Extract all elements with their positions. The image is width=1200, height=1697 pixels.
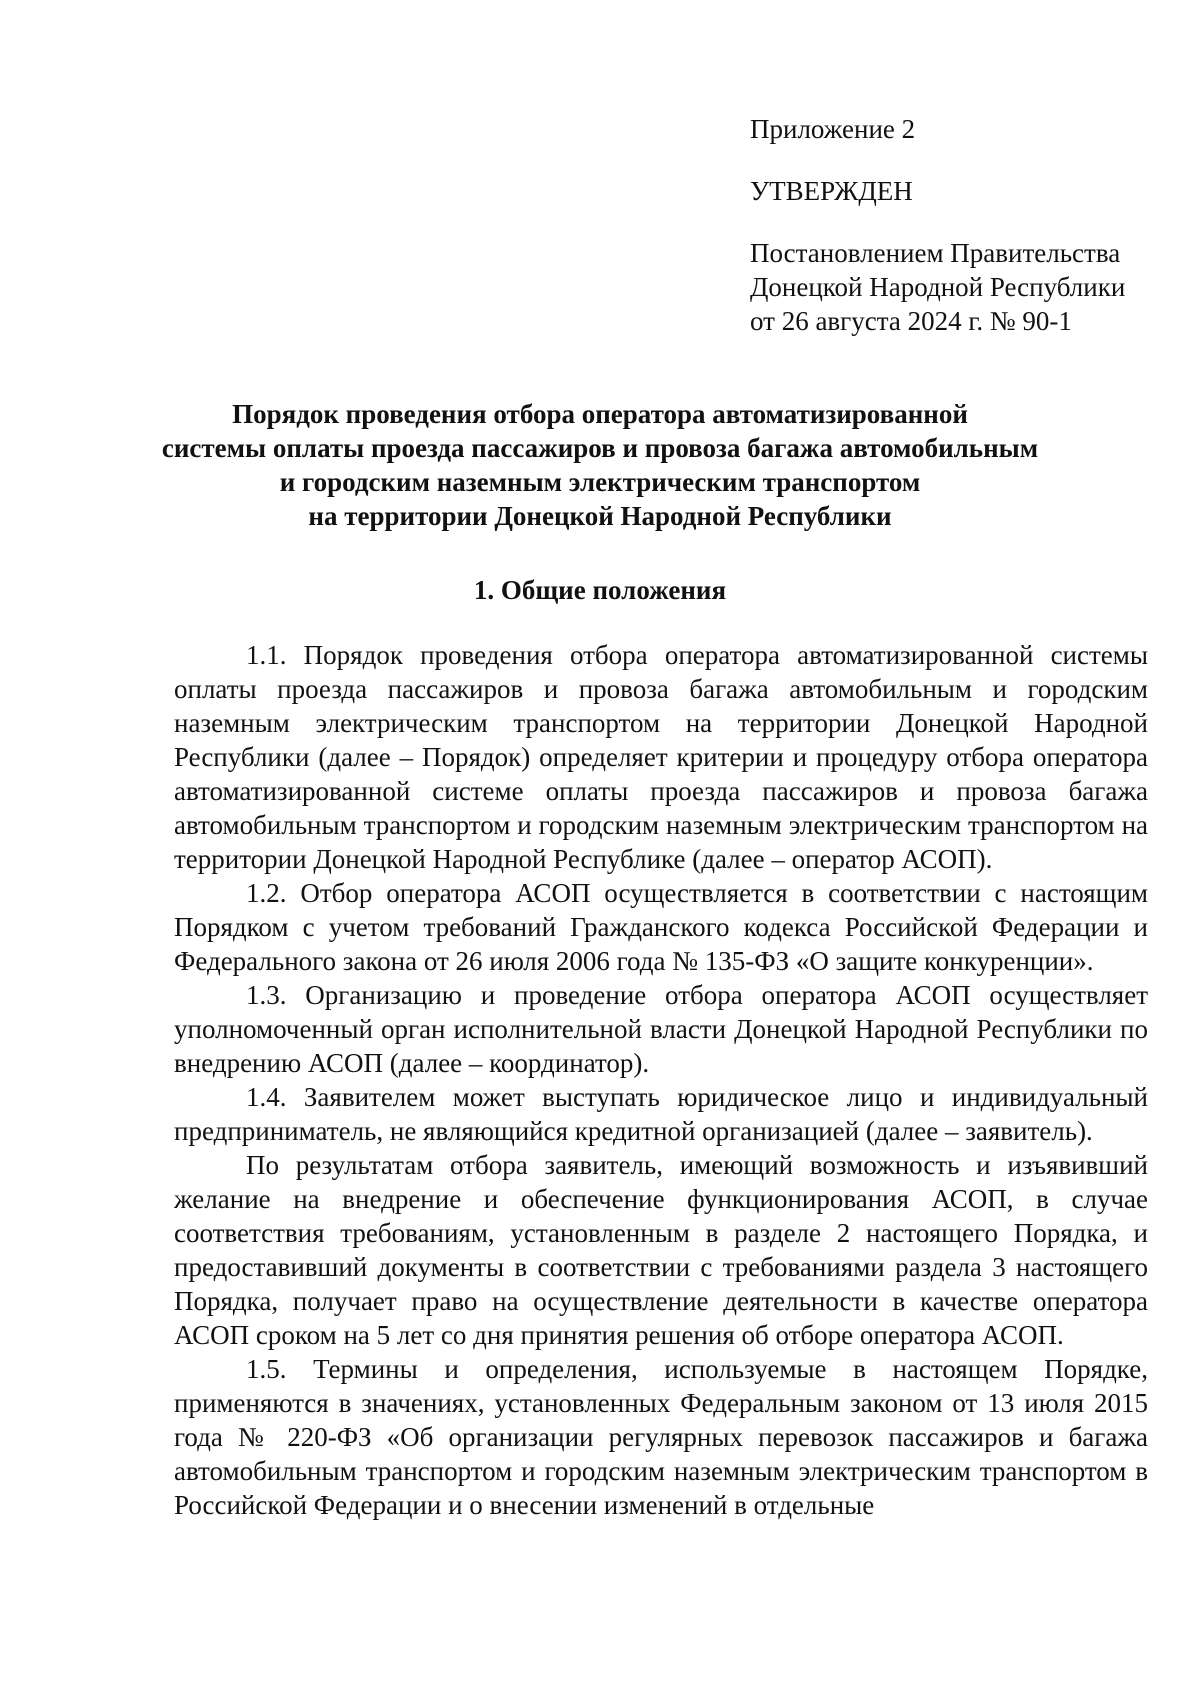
title-line: системы оплаты проезда пассажиров и провоза багажа автомобильным <box>161 433 1039 463</box>
appendix-label: Приложение 2 <box>750 114 916 144</box>
document-title <box>130 397 1070 533</box>
title-line: и городским наземным электрическим транспортом <box>279 467 921 497</box>
decree-reference <box>750 236 1170 338</box>
approved-stamp-text: УТВЕРЖДЕН <box>750 176 913 206</box>
title-line: Порядок проведения отбора оператора автоматизированной <box>232 399 968 429</box>
decree-line: Донецкой Народной Республики <box>750 272 1126 302</box>
paragraph: 1.5. Термины и определения, используемые в настоящем Порядке, применяются в значениях, установленных Федеральным законом от 13 июля 2015 года № 220-ФЗ «Об организации регулярных перевозок пассажиров и багажа автомобильным транспортом и городским наземным электрическим транспортом в Российской Федерации и о внесении изменений в отдельные <box>174 1354 1148 1520</box>
document-body <box>174 638 1148 1522</box>
paragraph: 1.1. Порядок проведения отбора оператора автоматизированной системы оплаты проезда пассажиров и провоза багажа автомобильным и городским наземным электрическим транспортом на территории Донецкой Народной Республики (далее – Порядок) определяет критерии и процедуру отбора оператора автоматизированной системе оплаты проезда пассажиров и провоза багажа автомобильным транспортом и городским наземным электрическим транспортом на территории Донецкой Народной Республике (далее – оператор АСОП). <box>174 640 1148 874</box>
title-line: на территории Донецкой Народной Республики <box>308 501 892 531</box>
section-heading: 1. Общие положения <box>473 575 727 605</box>
approval-block <box>750 112 1170 338</box>
paragraph: 1.2. Отбор оператора АСОП осуществляется в соответствии с настоящим Порядком с учетом требований Гражданского кодекса Российской Федерации и Федерального закона от 26 июля 2006 года № 135-ФЗ «О защите конкуренции». <box>174 878 1148 976</box>
paragraph: По результатам отбора заявитель, имеющий возможность и изъявивший желание на внедрение и обеспечение функционирования АСОП, в случае соответствия требованиям, установленным в разделе 2 настоящего Порядка, и предоставивший документы в соответствии с требованиями раздела 3 настоящего Порядка, получает право на осуществление деятельности в качестве оператора АСОП сроком на 5 лет со дня принятия решения об отборе оператора АСОП. <box>174 1150 1148 1350</box>
decree-line: от 26 августа 2024 г. № 90-1 <box>750 306 1072 336</box>
paragraph: 1.3. Организацию и проведение отбора оператора АСОП осуществляет уполномоченный орган исполнительной власти Донецкой Народной Республики по внедрению АСОП (далее – координатор). <box>174 980 1148 1078</box>
decree-line: Постановлением Правительства <box>750 238 1121 268</box>
paragraph: 1.4. Заявителем может выступать юридическое лицо и индивидуальный предприниматель, не являющийся кредитной организацией (далее – заявитель). <box>174 1082 1148 1146</box>
